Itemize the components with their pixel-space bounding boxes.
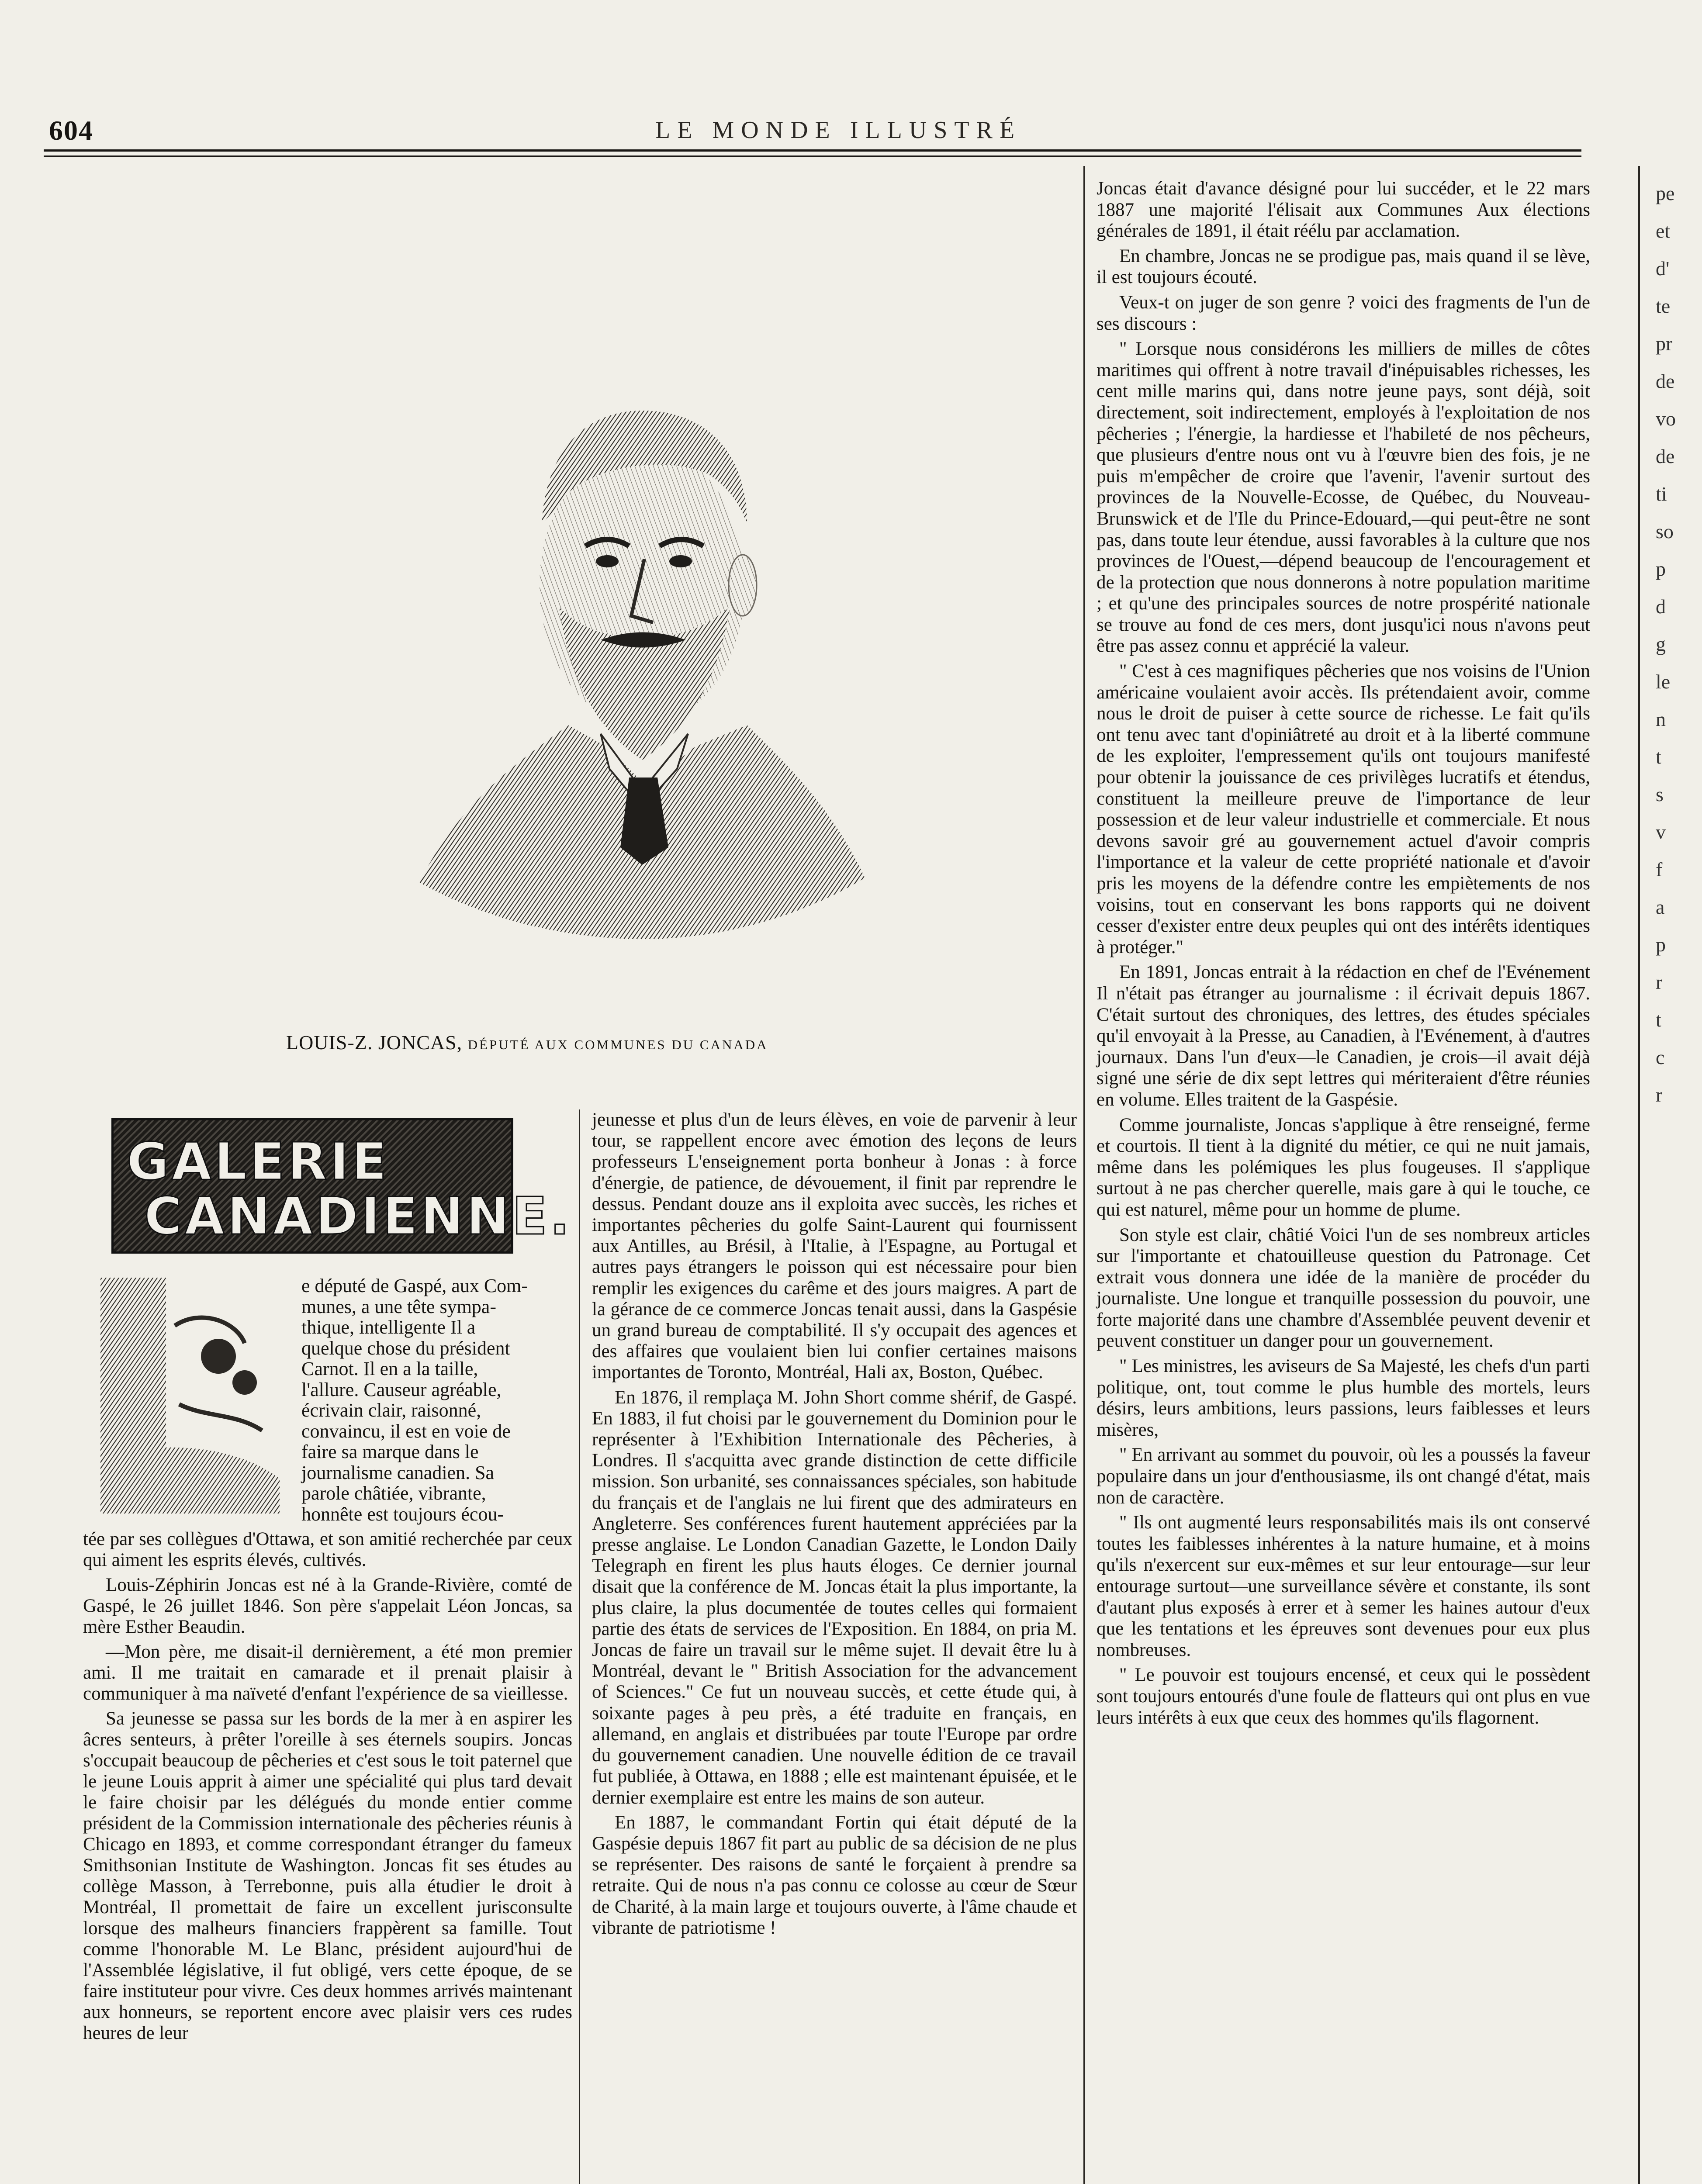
- header-rule-top: [44, 149, 1581, 152]
- paragraph: " C'est à ces magnifiques pêcheries que nos voisins de l'Union américaine voulaient avoir accès. Ils prétendaient avoir, comme nous le droit de puiser à cette source de richesse. Le fait qu'ils ont tenu avec tant d'opiniâtreté au droit et à la liberté commune de les exploiter, l'empressement qu'ils ont toujours manifesté pour obtenir la jouissance de ces privilèges lucratifs et étendus, constituent la meilleure preuve de l'importance de leur possession et de leur valeur industrielle et commerciale. Et nous devons savoir gré au gouvernement actuel d'avoir compris l'importance et la valeur de cette propriété nationale et d'avoir pris les moyens de la défendre contre les empiètements de nos voisins, tout en conservant les bons rapports qui ne doivent cesser d'exister entre deux peuples qui ont des intérêts identiques à protéger.": [1097, 661, 1590, 957]
- paragraph: " Le pouvoir est toujours encensé, et ceux qui le possèdent sont toujours entourés d'une foule de flatteurs qui ont plus en vue leurs intérêts à eux que ceux des hommes qu'ils flagornent.: [1097, 1665, 1590, 1728]
- dropcap-paragraph: [301, 1275, 572, 1524]
- portrait-caption: [286, 1031, 768, 1054]
- edge-fragment: p: [1656, 933, 1666, 956]
- edge-fragment: a: [1656, 896, 1665, 918]
- paragraph: " Lorsque nous considérons les milliers de milles de côtes maritimes qui offrent à notre travail d'inépuisables richesses, les cent mille marins qui, dans notre jeune pays, sont déjà, soit directement, soit indirectement, employés à l'exploitation de nos pêcheries ; l'énergie, la hardiesse et l'habileté de nos pêcheurs, que plusieurs d'entre nous ont vu à l'œuvre bien des fois, je ne puis m'empêcher de croire que l'avenir, l'avenir surtout des provinces de la Nouvelle-Ecosse, de Québec, du Nouveau-Brunswick et de l'Ile du Prince-Edouard,—qui peut-être ne sont pas, dans toute leur étendue, aussi favorables à la culture que nos provinces de l'Ouest,—dépend beaucoup de l'encouragement et de la protection que nous donnerons à notre population maritime ; et qu'une des principales sources de notre prospérité nationale se trouve au fond de ces mers, dont jusqu'ici nous n'avons peut être pas assez connu et apprécié la valeur.: [1097, 339, 1590, 657]
- running-title: LE MONDE ILLUSTRÉ: [655, 117, 1022, 144]
- dropcap-line: journalisme canadien. Sa: [301, 1462, 495, 1483]
- edge-fragment: d: [1656, 595, 1666, 618]
- paragraph: En 1887, le commandant Fortin qui était député de la Gaspésie depuis 1867 fit part au public de sa décision de ne plus se représenter. Des raisons de santé le forçaient à prendre sa retraite. Qui de nous n'a pas connu ce colosse au cœur de Sœur de Charité, à la main large et toujours ouverte, à l'âme chaude et vibrante de patriotisme !: [592, 1812, 1077, 1938]
- banner-line-1: GALERIE: [127, 1131, 390, 1192]
- paragraph: Comme journaliste, Joncas s'applique à être renseigné, ferme et courtois. Il tient à la dignité du métier, ce qui ne nuit jamais, même dans les polémiques les plus fougeuses. Il s'applique surtout à ne pas chercher querelle, mais gare à qui le touche, ce qui est naturel, même pour un homme de plume.: [1097, 1114, 1590, 1220]
- paragraph: En 1891, Joncas entrait à la rédaction en chef de l'Evénement Il n'était pas étranger au journalisme : il écrivait depuis 1867. C'était surtout des chroniques, des lettres, des études spéciales qu'il envoyait à la Presse, au Canadien, à l'Evénement, à d'autres journaux. Dans l'un d'eux—le Canadien, je crois—il avait déjà signé une série de dix sept lettres qui mériteraient d'être réunies en volume. Elles traitent de la Gaspésie.: [1097, 962, 1590, 1110]
- edge-fragment: s: [1656, 783, 1664, 805]
- dropcap-line: écrivain clair, raisonné,: [301, 1400, 481, 1421]
- edge-fragment: et: [1656, 220, 1671, 242]
- edge-fragment: de: [1656, 370, 1675, 392]
- page-number: 604: [49, 115, 93, 146]
- edge-fragment: t: [1656, 1009, 1661, 1031]
- edge-fragment: v: [1656, 821, 1666, 843]
- edge-fragment: p: [1656, 558, 1666, 580]
- edge-fragment: de: [1656, 445, 1675, 467]
- edge-fragment: pe: [1656, 182, 1675, 204]
- edge-fragment: t: [1656, 746, 1661, 768]
- dropcap-line: munes, a une tête sympa-: [301, 1296, 496, 1317]
- caption-name: LOUIS-Z. JONCAS,: [286, 1031, 463, 1054]
- paragraph: Louis-Zéphirin Joncas est né à la Grande-Rivière, comté de Gaspé, le 26 juillet 1846. Son père s'appelait Léon Joncas, sa mère Esther Beaudin.: [83, 1575, 572, 1637]
- caption-title: DÉPUTÉ AUX COMMUNES DU CANADA: [467, 1037, 768, 1052]
- dropcap-line: faire sa marque dans le: [301, 1441, 479, 1462]
- page-gutter-edge: [1638, 166, 1640, 2184]
- dropcap-line: Carnot. Il en a la taille,: [301, 1358, 478, 1379]
- paragraph: Joncas était d'avance désigné pour lui succéder, et le 22 mars 1887 une majorité l'élisait aux Communes Aux élections générales de 1891, il était réélu par acclamation.: [1097, 178, 1590, 242]
- adjacent-page-fragments: [1656, 175, 1702, 1114]
- banner-line-2: CANADIENNE.: [144, 1186, 572, 1246]
- dropcap-line: honnête est toujours écou-: [301, 1503, 504, 1525]
- column-2: [592, 1109, 1077, 1942]
- paragraph: " En arrivant au sommet du pouvoir, où les a poussés la faveur populaire dans un jour d'enthousiasme, ils ont changé d'état, mais non de caractère.: [1097, 1444, 1590, 1508]
- paragraph: Sa jeunesse se passa sur les bords de la mer à en aspirer les âcres senteurs, à prêter l'oreille à ses éternels soupirs. Joncas s'occupait beaucoup de pêcheries et c'est sous le toit paternel que le jeune Louis apprit à aimer une spécialité qui plus tard devait le faire choisir par les délégués du monde entier comme président de la Commission internationale des pêcheries réunis à Chicago en 1893, et comme correspondant étranger du fameux Smithsonian Institute de Washington. Joncas fit ses études au collège Masson, à Terrebonne, puis alla étudier le droit à Montréal, Il promettait de faire un excellent jurisconsulte lorsque des malheurs financiers frappèrent sa famille. Tout comme l'honorable M. Le Blanc, président aujourd'hui de l'Assemblée législative, il fut obligé, vers cette époque, de se faire instituteur pour vivre. Ces deux hommes arrivés maintenant aux honneurs, se reportent encore avec plaisir vers ces rudes heures de leur: [83, 1708, 572, 2043]
- edge-fragment: pr: [1656, 332, 1673, 355]
- dropcap-line: quelque chose du président: [301, 1337, 510, 1359]
- column-3: [1097, 178, 1590, 1732]
- edge-fragment: ti: [1656, 483, 1667, 505]
- dropcap-line: parole châtiée, vibrante,: [301, 1482, 486, 1504]
- dropcap-line: convaincu, il est en voie de: [301, 1420, 511, 1442]
- dropcap-line: e député de Gaspé, aux Com-: [301, 1275, 528, 1296]
- edge-fragment: c: [1656, 1046, 1665, 1068]
- edge-fragment: f: [1656, 858, 1663, 881]
- section-banner: [111, 1118, 572, 1254]
- edge-fragment: d': [1656, 257, 1670, 280]
- paragraph: En 1876, il remplaça M. John Short comme shérif, de Gaspé. En 1883, il fut choisi par le gouvernement du Dominion pour le représenter à l'Exhibition Internationale des Pêcheries, à Londres. Il s'acquitta avec grande distinction de cette difficile mission. Son urbanité, ses connaissances spéciales, son habitude du français et de l'anglais ne lui firent que des admirateurs en Angleterre. Ses conférences furent hautement appréciées par la presse anglaise. Le London Canadian Gazette, le London Daily Telegraph en firent les plus hauts éloges. Ce dernier journal disait que la conférence de M. Joncas était la plus importante, la plus claire, la plus documentée de toutes celles qui formaient partie des états de services de l'Exposition. En 1884, on pria M. Joncas de faire un travail sur le même sujet. Il devait être lu à Montréal, devant le " British Association for the advancement of Sciences." Ce fut un nouveau succès, et cette étude qui, à soixante pages à peu près, a été traduite en français, en allemand, en anglais et distribuées par toute l'Europe par ordre du gouvernement canadien. Une nouvelle édition de ce travail fut publiée, à Ottawa, en 1888 ; elle est maintenant épuisée, et le dernier exemplaire est entre les mains de son auteur.: [592, 1387, 1077, 1808]
- portrait-engraving: [363, 166, 931, 978]
- paragraph: " Les ministres, les aviseurs de Sa Majesté, les chefs d'un parti politique, ont, tout comme le plus humble des mortels, leurs désirs, leurs ambitions, leurs passions, leurs faiblesses et leurs misères,: [1097, 1356, 1590, 1440]
- paragraph: Veux-t on juger de son genre ? voici des fragments de l'un de ses discours :: [1097, 292, 1590, 334]
- paragraph: —Mon père, me disait-il dernièrement, a été mon premier ami. Il me traitait en camarade et il prenait plaisir à communiquer à ma naïveté d'enfant l'expérience de sa vieillesse.: [83, 1641, 572, 1704]
- edge-fragment: so: [1656, 520, 1674, 543]
- edge-fragment: g: [1656, 633, 1666, 655]
- paragraph: " Ils ont augmenté leurs responsabilités mais ils ont conservé toutes les faiblesses inhérentes à la nature humaine, et à moins qu'ils n'exercent sur eux-mêmes et sur leur entourage—sur leur entourage surtout—une surveillance sévère et constante, ils sont d'autant plus exposés à errer et à semer les haines autour d'eux que les tentations et les épreuves sont devenues pour eux plus nombreuses.: [1097, 1512, 1590, 1660]
- edge-fragment: te: [1656, 295, 1671, 317]
- dropcap-line: thique, intelligente Il a: [301, 1317, 476, 1338]
- edge-fragment: r: [1656, 971, 1663, 993]
- paragraph: En chambre, Joncas ne se prodigue pas, mais quand il se lève, il est toujours écouté.: [1097, 245, 1590, 288]
- column-divider-left: [579, 1109, 580, 2184]
- dropcap-line: l'allure. Causeur agréable,: [301, 1379, 502, 1400]
- column-1: [83, 1529, 572, 2048]
- dropcap-l-ornament: [87, 1273, 288, 1518]
- edge-fragment: n: [1656, 708, 1666, 730]
- header-rule-bottom: [44, 156, 1581, 157]
- paragraph: Son style est clair, châtié Voici l'un de ses nombreux articles sur l'importante et chatouilleuse question du Patronage. Cet extrait vous donnera une idée de la manière de procéder du journaliste. Une longue et tranquille possession du pouvoir, une forte majorité dans une chambre d'Assemblée peuvent devenir et peuvent constituer un danger pour un gouvernement.: [1097, 1224, 1590, 1351]
- edge-fragment: le: [1656, 670, 1671, 693]
- edge-fragment: r: [1656, 1084, 1663, 1106]
- paragraph: jeunesse et plus d'un de leurs élèves, en voie de parvenir à leur tour, se rappellent encore avec émotion des leçons de leurs professeurs L'enseignement porta bonheur à Jonas : à force d'énergie, de patience, de dévouement, il finit par reprendre le dessus. Pendant douze ans il exploita avec succès, les riches et importantes pêcheries du golfe Saint-Laurent qui fournissent aux Antilles, au Brésil, à l'Italie, à l'Espagne, au Portugal et autres pays étrangers le poisson qui est nécessaire pour bien remplir les exigences du carême et des jours maigres. A part de la gérance de ce commerce Joncas tenait aussi, dans la Gaspésie un grand bureau de comptabilité. Il s'y occupait des agences et des affaires que voulaient bien lui confier certaines maisons importantes de Toronto, Montréal, Hali ax, Boston, Québec.: [592, 1109, 1077, 1383]
- paragraph: tée par ses collègues d'Ottawa, et son amitié recherchée par ceux qui aiment les esprits élevés, cultivés.: [83, 1529, 572, 1570]
- edge-fragment: vo: [1656, 408, 1676, 430]
- column-divider-right: [1083, 166, 1085, 2184]
